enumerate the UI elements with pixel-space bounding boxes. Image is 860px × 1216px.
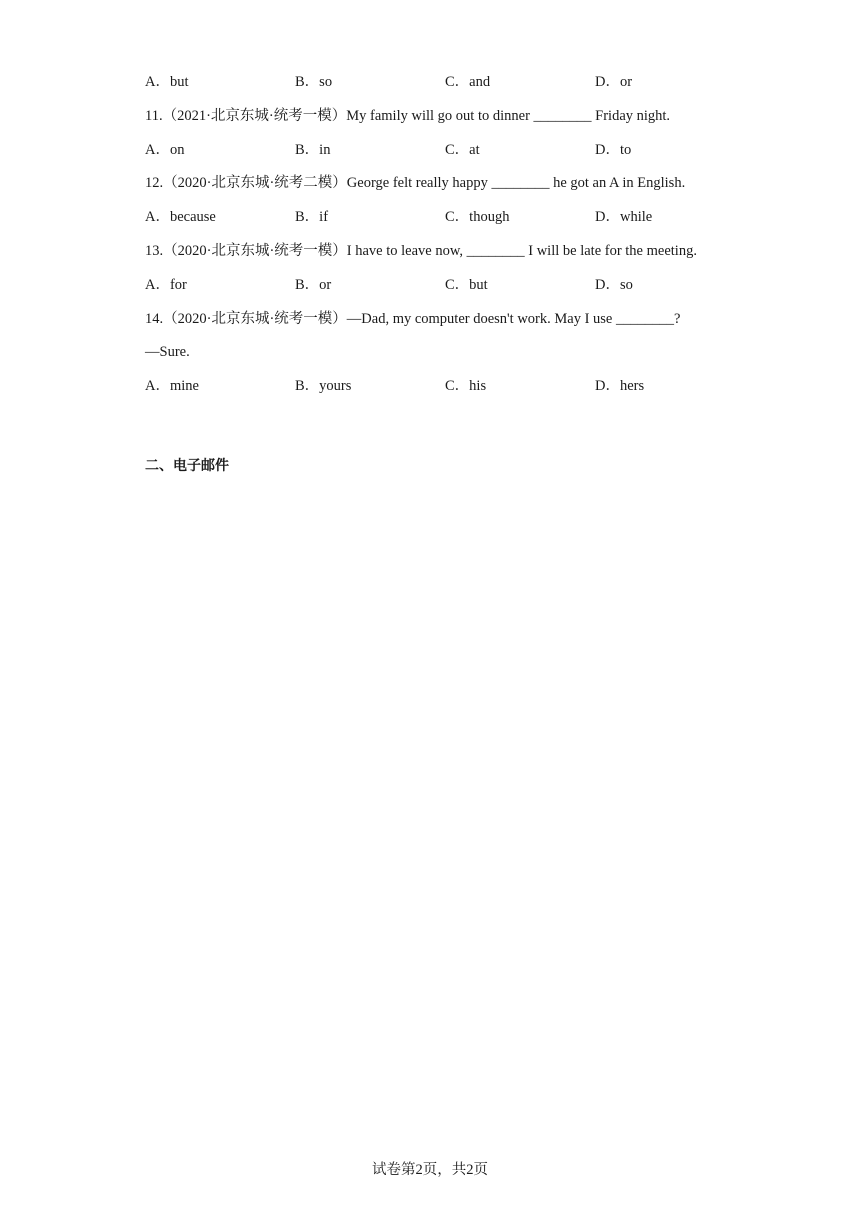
q13-option-b: B．or — [295, 277, 332, 293]
q12-options — [145, 207, 765, 227]
section-title: 二、电子邮件 — [145, 458, 229, 474]
q11-options — [145, 140, 765, 160]
q14-answer-line: —Sure. — [145, 344, 190, 360]
q10-options — [145, 72, 765, 92]
q14-option-b: B．yours — [295, 378, 352, 394]
q10-option-c: C．and — [445, 74, 491, 90]
q11-option-b: B．in — [295, 142, 331, 158]
q13-option-a: A．for — [145, 277, 187, 293]
q11-stem: 11.（2021·北京东城·统考一模）My family will go out to dinner ________ Friday night. — [145, 108, 671, 124]
q12-option-b: B．if — [295, 209, 329, 225]
q12-stem: 12.（2020·北京东城·统考二模）George felt really happy ________ he got an A in English. — [145, 175, 686, 191]
q10-option-d: D．or — [595, 74, 633, 90]
q14-stem: 14.（2020·北京东城·统考一模）—Dad, my computer doesn't work. May I use ________? — [145, 311, 681, 327]
q14-option-c: C．his — [445, 378, 487, 394]
q13-option-c: C．but — [445, 277, 488, 293]
q10-option-a: A．but — [145, 74, 189, 90]
q14-option-a: A．mine — [145, 378, 199, 394]
q11-option-a: A．on — [145, 142, 185, 158]
q12-option-a: A．because — [145, 209, 216, 225]
q14-options — [145, 376, 765, 396]
q13-stem: 13.（2020·北京东城·统考一模）I have to leave now, ________ I will be late for the meeting. — [145, 243, 697, 259]
q13-option-d: D．so — [595, 277, 633, 293]
q13-options — [145, 275, 765, 295]
q12-option-d: D．while — [595, 209, 653, 225]
q12-option-c: C．though — [445, 209, 510, 225]
q11-option-d: D．to — [595, 142, 632, 158]
q14-option-d: D．hers — [595, 378, 645, 394]
page-footer: 试卷第2页，共2页 — [372, 1162, 488, 1178]
q11-option-c: C．at — [445, 142, 480, 158]
q10-option-b: B．so — [295, 74, 333, 90]
